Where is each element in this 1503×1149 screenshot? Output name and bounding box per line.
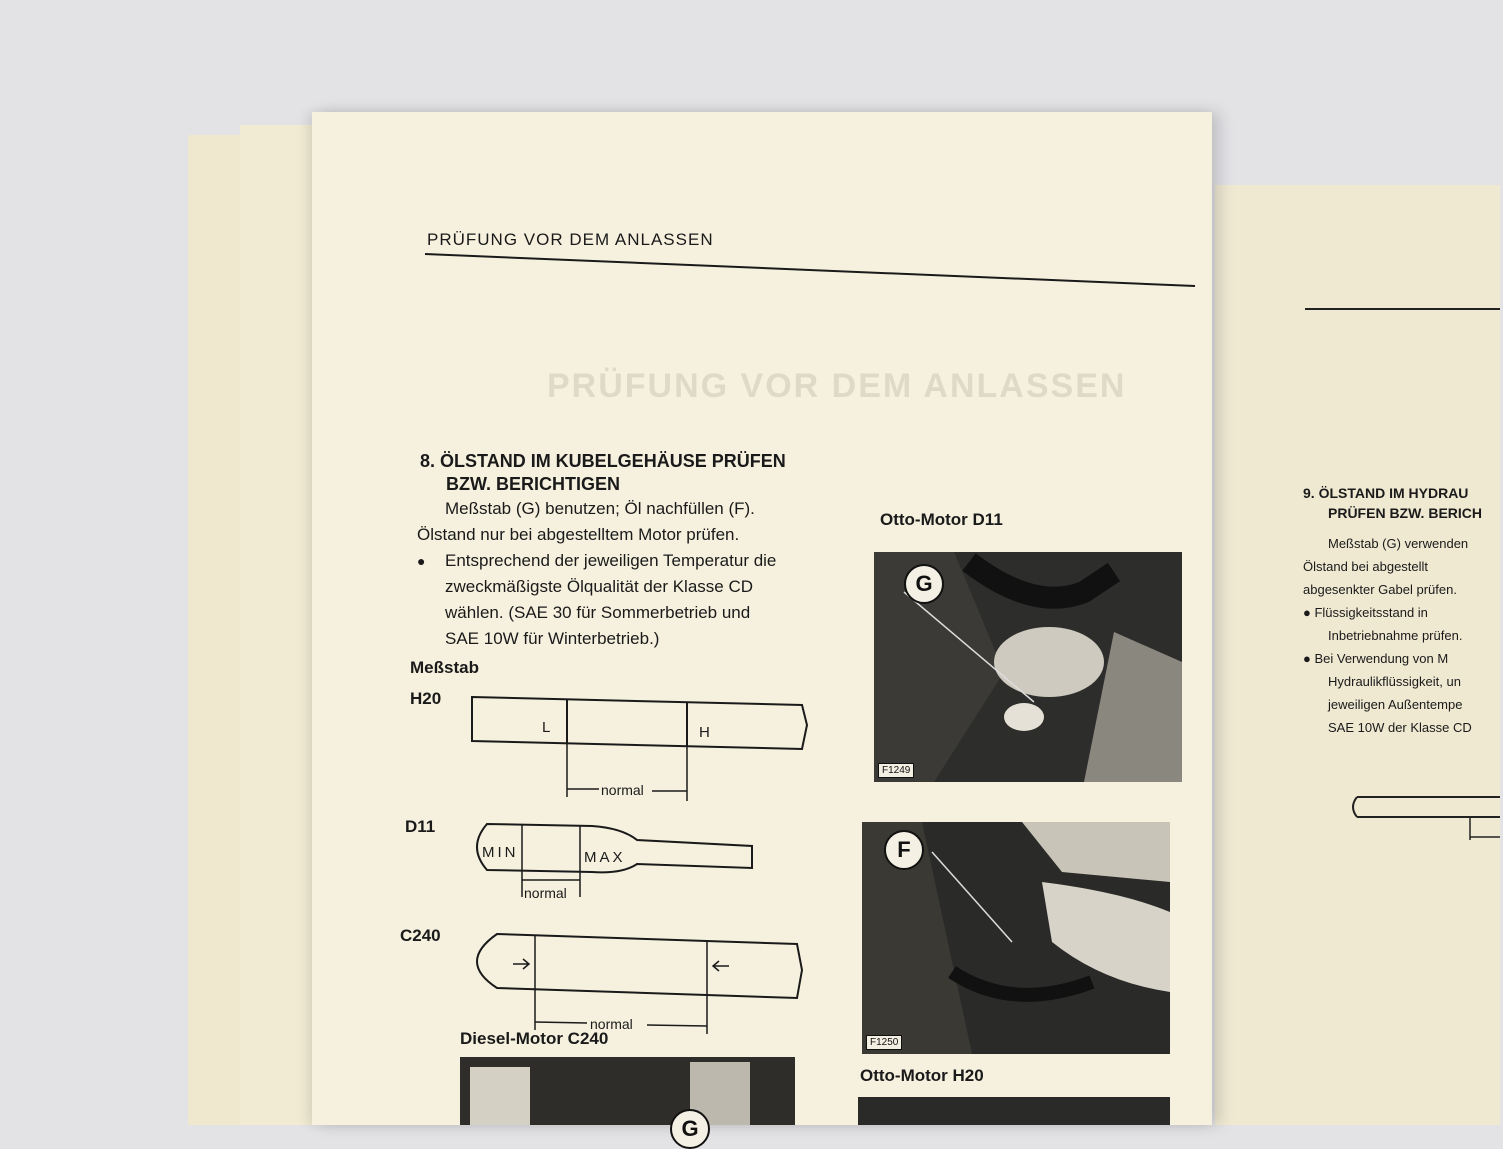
paragraph-line: Meßstab (G) benutzen; Öl nachfüllen (F). [445,499,755,518]
section-title-line-2: BZW. BERICHTIGEN [446,474,620,494]
right-line: SAE 10W der Klasse CD [1328,720,1472,735]
d11-max-mark: MAX [584,849,626,866]
caption-otto-h20: Otto-Motor H20 [860,1066,984,1085]
d11-label: D11 [405,817,436,836]
right-line: abgesenkter Gabel prüfen. [1303,582,1457,597]
h20-label: H20 [410,689,442,708]
h20-dipstick-diagram [467,677,812,812]
caption-otto-d11: Otto-Motor D11 [880,510,1003,529]
bullet-line: SAE 10W für Winterbetrieb.) [445,629,660,648]
bullet-icon: ● [417,553,426,569]
section-title-line-1: ÖLSTAND IM KUBELGEHÄUSE PRÜFEN [440,451,786,471]
d11-normal-range: normal [524,885,567,901]
main-page [312,112,1212,1141]
callout-f-h20: F [884,830,924,870]
engine-photo-d11 [874,552,1182,782]
c240-normal-range: normal [590,1016,633,1032]
right-line: Meßstab (G) verwenden [1328,536,1469,551]
engine-photo-c240 [460,1057,795,1141]
bullet-line: Entsprechend der jeweiligen Temperatur die [445,551,777,570]
bullet-icon: ● [1303,605,1315,620]
section-body [417,496,832,652]
photo-code-d11: F1249 [878,763,914,778]
right-page [1215,185,1500,1125]
right-dipstick-diagram [1345,785,1500,845]
bullet-line: wählen. (SAE 30 für Sommerbetrieb und [445,603,751,622]
engine-photo-h20-partial [858,1097,1170,1125]
right-title-line-1: 9. ÖLSTAND IM HYDRAU [1303,485,1469,501]
c240-dipstick-diagram [457,922,807,1037]
engine-photo-c240-shading [460,1057,795,1125]
right-page-text [1303,532,1503,739]
page-header-title: PRÜFUNG VOR DEM ANLASSEN [427,230,714,249]
right-line: Ölstand bei abgestellt [1303,559,1429,574]
bullet-icon: ● [1303,651,1315,666]
right-title-line-2: PRÜFEN BZW. BERICH [1328,505,1482,521]
d11-dipstick-diagram [462,812,762,902]
right-line: Inbetriebnahme prüfen. [1328,628,1463,643]
callout-g-c240: G [670,1109,710,1149]
callout-g-d11: G [904,564,944,604]
header-rule [425,250,1197,290]
engine-photo-h20 [862,822,1170,1054]
c240-label: C240 [400,926,441,945]
caption-diesel-c240: Diesel-Motor C240 [460,1029,609,1048]
section-number: 8. [420,451,436,471]
d11-min-mark: MIN [482,844,519,861]
right-line: jeweiligen Außentempe [1328,697,1463,712]
bullet-line: zweckmäßigste Ölqualität der Klasse CD [445,577,754,596]
right-line: Hydraulikflüssigkeit, un [1328,674,1461,689]
right-line: Bei Verwendung von M [1314,651,1449,666]
h20-high-mark: H [699,724,710,741]
h20-low-mark: L [542,719,551,736]
paragraph-line: Ölstand nur bei abgestelltem Motor prüfen. [417,525,740,544]
bleed-through-heading: PRÜFUNG VOR DEM ANLASSEN [547,367,1127,405]
right-line: Flüssigkeitsstand in [1314,605,1428,620]
right-section-title [1303,483,1482,523]
section-heading [420,450,860,496]
photo-code-h20: F1250 [866,1035,902,1050]
right-header-rule [1305,308,1500,310]
h20-normal-range: normal [601,782,644,798]
dipstick-heading: Meßstab [410,658,479,677]
